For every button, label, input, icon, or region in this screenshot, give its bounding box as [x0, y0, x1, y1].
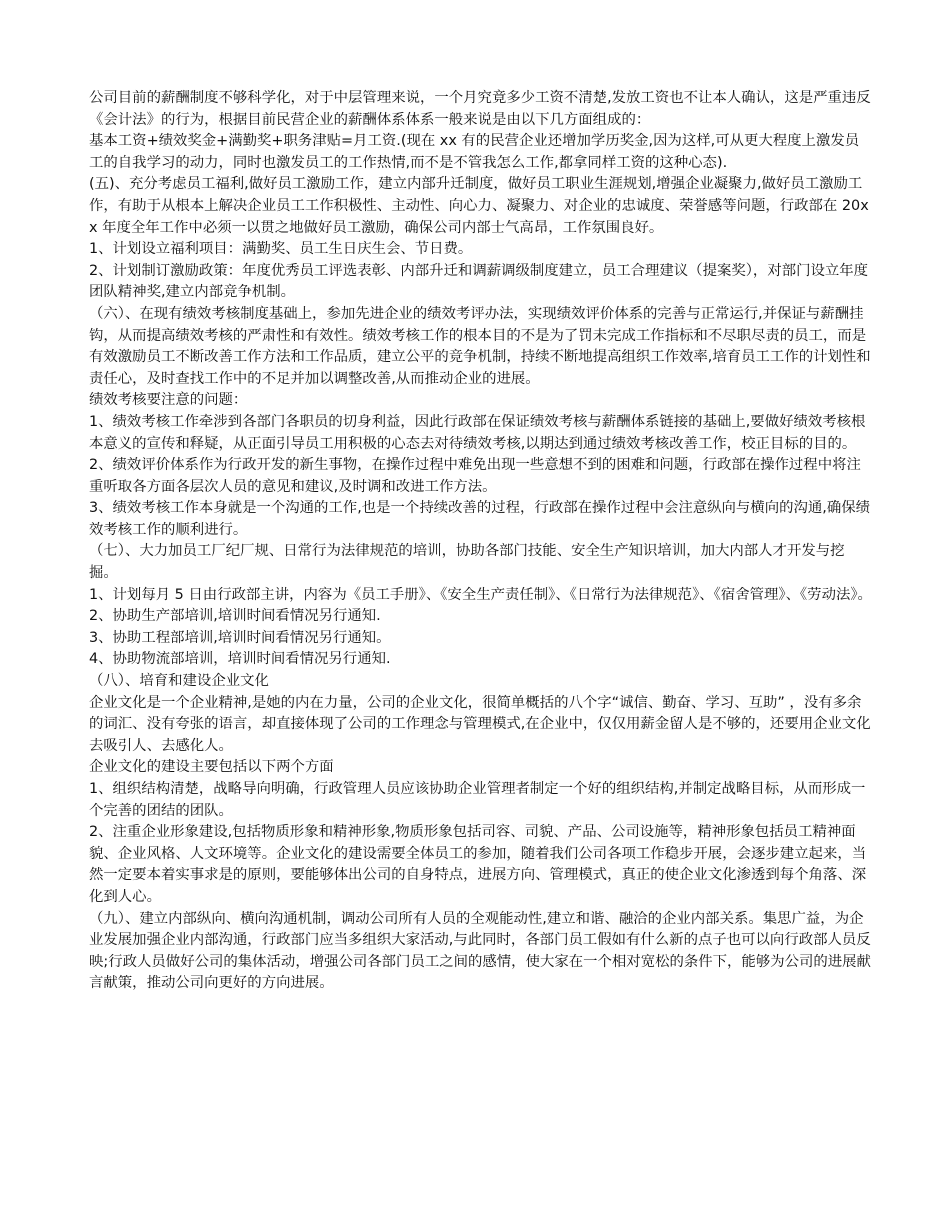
paragraph-section-8: （八）、培育和建设企业文化 — [89, 673, 269, 690]
paragraph-8-culture: 企业文化是一个企业精神,是她的内在力量，公司的企业文化，很简单概括的八个字“诚信、勤奋、学习、互助” ，没有多余的词汇、没有夸张的语言，却直接体现了公司的工作理念与管理模式,在企业中，仅仅用薪金留人是不够的，还要用企业文化去吸引人、去感化人。 — [89, 694, 871, 754]
paragraph-8-item-1: 1、组织结构清楚，战略导向明确，行政管理人员应该协助企业管理者制定一个好的组织结构,并制定战略目标，从而形成一个完善的团结的团队。 — [89, 781, 866, 819]
paragraph-salary-formula: 基本工资+绩效奖金+满勤奖+职务津贴=月工资.(现在 xx 有的民营企业还增加学历奖金,因为这样,可从更大程度上激发员工的自我学习的动力，同时也激发员工的工作热情,而不是不管我怎么工作,都拿同样工资的这种心态). — [89, 133, 860, 171]
paragraph-7-item-1: 1、计划每月 5 日由行政部主讲，内容为《员工手册》、《安全生产责任制》、《日常行为法律规范》、《宿舍管理》、《劳动法》。 — [89, 586, 872, 603]
paragraph-section-6: （六）、在现有绩效考核制度基础上，参加先进企业的绩效考评办法，实现绩效评价体系的完善与正常运行,并保证与薪酬挂钩，从而提高绩效考核的严肃性和有效性。绩效考核工作的根本目的不是为了罚未完成工作指标和不尽职尽责的员工，而是有效激励员工不断改善工作方法和工作品质，建立公平的竞争机制，持续不断地提高组织工作效率,培育员工工作的计划性和责任心，及时查找工作中的不足并加以调整改善,从而推动企业的进展。 — [89, 305, 871, 387]
paragraph-6-item-3: 3、绩效考核工作本身就是一个沟通的工作,也是一个持续改善的过程，行政部在操作过程中会注意纵向与横向的沟通,确保绩效考核工作的顺利进行。 — [89, 500, 871, 538]
paragraph-6-item-1: 1、绩效考核工作牵涉到各部门各职员的切身利益，因此行政部在保证绩效考核与薪酬体系链接的基础上,要做好绩效考核根本意义的宣传和释疑，从正面引导员工用积极的心态去对待绩效考核,以期达到通过绩效考核改善工作，校正目标的目的。 — [89, 413, 866, 452]
paragraph-section-9: （九）、建立内部纵向、横向沟通机制，调动公司所有人员的全观能动性,建立和谐、融洽的企业内部关系。集思广益，为企业发展加强企业内部沟通，行政部门应当多组织大家活动,与此同时，各部门员工假如有什么新的点子也可以向行政部人员反映;行政人员做好公司的集体活动，增强公司各部门员工之间的感情，使大家在一个相对宽松的条件下，能够为公司的进展献言献策，推动公司向更好的方向进展。 — [89, 910, 871, 992]
paragraph-5-item-2: 2、计划制订激励政策：年度优秀员工评选表彰、内部升迁和调薪调级制度建立，员工合理建议（提案奖），对部门设立年度团队精神奖,建立内部竞争机制。 — [89, 262, 869, 301]
paragraph-section-5: (五)、充分考虑员工福利,做好员工激励工作，建立内部升迁制度，做好员工职业生涯规划,增强企业凝聚力,做好员工激励工作，有助于从根本上解决企业员工工作积极性、主动性、向心力、凝聚力、对企业的忠诚度、荣誉感等问题，行政部在 20xx 年度全年工作中必须一以贯之地做好员工激励，确保公司内部士气高昂，工作氛围良好。 — [89, 176, 869, 236]
paragraph-8-item-2: 2、注重企业形象建设,包括物质形象和精神形象,物质形象包括司容、司貌、产品、公司设施等，精神形象包括员工精神面貌、企业风格、人文环境等。企业文化的建设需要全体员工的参加，随着我们公司各项工作稳步开展，会逐步建立起来，当然一定要本着实事求是的原则，要能够体出公司的自身特点，进展方向、管理模式，真正的使企业文化渗透到每个角落、深化到人心。 — [89, 824, 867, 905]
paragraph-salary-intro: 公司目前的薪酬制度不够科学化，对于中层管理来说，一个月究竟多少工资不清楚,发放工资也不让本人确认，这是严重违反《会计法》的行为，根据目前民营企业的薪酬体系体系一般来说是由以下几方面组成的： — [89, 90, 871, 128]
paragraph-6-item-2: 2、绩效评价体系作为行政开发的新生事物，在操作过程中难免出现一些意想不到的困难和问题，行政部在操作过程中将注重听取各方面各层次人员的意见和建议,及时调和改进工作方法。 — [89, 457, 861, 495]
paragraph-7-item-4: 4、协助物流部培训，培训时间看情况另行通知. — [89, 651, 391, 668]
paragraph-section-7: （七）、大力加员工厂纪厂规、日常行为法律规范的培训，协助各部门技能、安全生产知识培训，加大内部人才开发与挖掘。 — [89, 543, 845, 582]
paragraph-7-item-2: 2、协助生产部培训,培训时间看情况另行通知. — [89, 608, 381, 625]
paragraph-7-item-3: 3、协助工程部培训,培训时间看情况另行通知。 — [89, 629, 391, 646]
paragraph-5-item-1: 1、计划设立福利项目：满勤奖、员工生日庆生会、节日费。 — [89, 241, 473, 258]
paragraph-8-heading: 企业文化的建设主要包括以下两个方面 — [89, 759, 334, 776]
paragraph-6-heading: 绩效考核要注意的问题： — [89, 392, 248, 409]
document-body — [89, 88, 873, 995]
